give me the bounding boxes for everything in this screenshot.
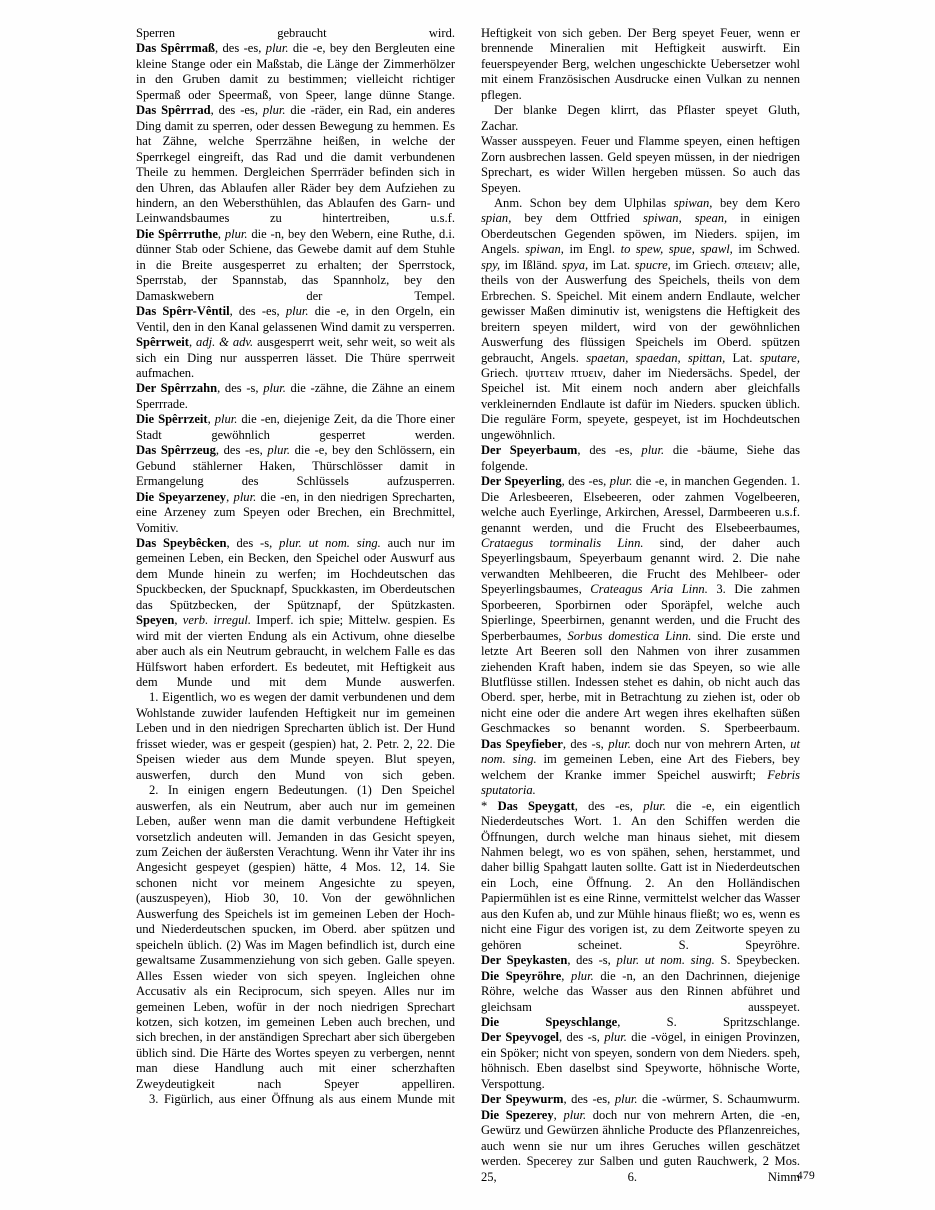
body-text: , — [188, 335, 197, 350]
italic-term: verb. irregul. — [182, 613, 252, 628]
italic-term: spiwan, — [525, 242, 564, 257]
body-text: S. Speybecken. — [714, 953, 800, 968]
italic-term: plur. — [563, 1107, 587, 1122]
italic-term: plur. — [267, 443, 291, 458]
italic-term: plur. — [285, 304, 309, 319]
body-text: in einigen Oberdeutschen Gegenden spöwen, im Nieders. spijen, im Angels. — [481, 211, 800, 257]
body-text: Lat. — [725, 350, 760, 365]
italic-term: plur. — [641, 443, 665, 458]
italic-term: spy, — [481, 257, 501, 272]
body-text: die -bäume, Siehe das folgende. — [481, 443, 800, 473]
italic-term: plur. — [224, 226, 248, 241]
right-column-entry — [481, 1108, 800, 1185]
left-column-entry — [136, 41, 455, 103]
italic-term: plur. — [609, 474, 633, 489]
headword: Der Speyerbaum — [481, 443, 578, 458]
italic-term: plur. — [263, 381, 286, 396]
left-column-entry — [136, 536, 455, 613]
right-column-entry — [481, 799, 800, 954]
body-text: die -e, bey den Bergleuten eine kleine Stange oder ein Maßstab, die Länge der Zimmerhölzer in den Gruben damit zu bestimmen; vielleicht richtiger Spermaß oder Speermaß, von Speer, lange dünne Stange. — [136, 41, 455, 102]
right-column-entry — [481, 474, 800, 737]
body-text: , des -es, — [215, 443, 268, 458]
body-text: Wasser ausspeyen. Feuer und Flamme speyen, einen heftigen Zorn ausbrechen lassen. Geld speyen müssen, in der niedrigen Sprechart, es wider Willen hergeben müssen. So auch das Speyen. — [481, 134, 800, 195]
left-column-entry — [136, 443, 455, 489]
italic-term: spya, — [562, 257, 589, 272]
body-text: im Schwed. — [732, 242, 800, 257]
headword: Die Speyarzeney — [136, 489, 227, 504]
headword: Das Spêrr-Vêntil — [136, 304, 230, 319]
italic-term: spucre, — [634, 257, 671, 272]
right-column-entry — [481, 26, 800, 103]
left-column-entry — [136, 490, 455, 536]
left-column-entry — [136, 783, 455, 1092]
right-column-entry — [481, 1030, 800, 1092]
body-text: Anm. Schon bey dem Ulphilas — [494, 195, 674, 210]
italic-term: Febris sputatoria. — [481, 767, 800, 798]
italic-term: Crateagus Aria Linn. — [590, 582, 708, 597]
body-text: doch nur von mehrern Arten, die -en, Gewürz und Gewürzen ähnliche Producte des Pflanzenreiches, auch wenn sie nur um ihres Geruches willen geschätzet werden. Specerey zur Salben und guten Rauchwerk, 2 Mos. 25, 6. Nimm — [481, 1107, 801, 1184]
left-column-entry — [136, 304, 455, 335]
headword: Die Speyschlange — [481, 1015, 618, 1029]
body-text: , des -es, — [561, 474, 610, 489]
headword: Der Speywurm — [481, 1092, 564, 1107]
body-text: im Griech. σπειειν; alle, theils von der Auswerfung des Speichels, theils von dem Erbrechen. S. Speichel. Mit einem andern Endlaute, welcher gewisser Maßen diminutiv ist, wenigstens die Heftigkeit des breitern speyen mildert, wird von der gewöhnlichen Auswerfung des flüssigen Speichels im Oberd. spützen gebraucht, Angels. — [481, 257, 800, 365]
italic-term: spian, — [481, 211, 512, 226]
body-text: , — [207, 412, 215, 427]
italic-term: adj. & adv. — [196, 335, 254, 350]
body-text: die -e, bey den Schlössern, ein Gebund stählerner Haken, Thürschlösser damit in Ermangelung des Schlüssels aufzusperren. — [136, 443, 455, 489]
body-text: die -e, ein eigentlich Niederdeutsches Wort. 1. An den Schiffen werden die Öffnungen, durch welche man hinaus siehet, mit diesem Nahmen belegt, wo es von spähen, sehen, herstammet, und daher billig Spahgatt lauten sollte. Gatt ist in Niederdeutschen ein Loch, eine Öffnung. 2. An den Holländischen Papiermühlen ist es eine Rinne, vermittelst welcher das Wasser aus den Kufen ab, und zur Mühle hinaus fließt; wo es, wenn es nicht eine Figur des vorigen ist, zu dem Zeitworte speyen zu gehören scheinet. S. Speyröhre. — [481, 798, 801, 952]
headword: Das Spêrrrad — [136, 103, 211, 118]
body-text: die -zähne, die Zähne an einem Sperrrade. — [136, 381, 455, 411]
body-text: im Engl. — [563, 242, 621, 257]
headword: Die Speyröhre — [481, 968, 562, 983]
body-text: , des -es, — [229, 304, 286, 319]
italic-term: plur. — [214, 412, 238, 427]
italic-term: plur. ut nom. sing. — [616, 953, 715, 968]
body-text: , des -s, — [567, 953, 617, 968]
italic-term: plur. — [262, 103, 286, 118]
headword: Das Spêrrzeug — [136, 443, 216, 458]
body-text: die -vögel, in einigen Provinzen, ein Spöker; nicht von speyen, sondern von dem Nieders. speh, höhnisch. Eben daselbst sind Speyworte, höhnische Worte, Verspottung. — [481, 1030, 800, 1091]
headword: Das Speyfieber — [481, 736, 563, 751]
body-text: doch nur von mehrern Arten, — [630, 736, 791, 751]
left-column-entry — [136, 613, 455, 690]
headword: Der Speyvogel — [481, 1030, 560, 1045]
italic-term: spiwan, — [673, 195, 713, 210]
body-text: , des -es, — [210, 103, 263, 118]
left-column-entry — [136, 103, 455, 227]
body-text: bey dem Kero — [712, 195, 800, 210]
body-text: die -n, bey den Webern, eine Ruthe, d.i. dünner Stab oder Schiene, das Gewebe damit auf dem Stuhle in die Breite ausgesperret zu erhalten; der Sperrstock, Sperrstab, der Spannstab, das Spannholz, bey den Damaskwebern der Tempel. — [136, 226, 455, 303]
body-text: 3. Figürlich, aus einer Öffnung als aus einem Munde mit — [149, 1092, 455, 1107]
body-text: die -en, in den niedrigen Sprecharten, eine Arzeney zum Speyen oder Brechen, ein Brechmittel, Vomitiv. — [136, 489, 456, 535]
headword: Die Spezerey — [481, 1107, 554, 1122]
body-text: , — [561, 968, 572, 983]
body-text: Sperren gebraucht wird. — [136, 26, 455, 40]
headword: Der Speykasten — [481, 953, 568, 968]
body-text: auch nur im gemeinen Leben, ein Becken, den Speichel oder Auswurf aus dem Munde hinein zu werfen; im Hochdeutschen das Spuckbecken, der Spucknapf, Spuckkasten, im Oberdeutschen das Spützbecken, der Spütznapf, der Spützkasten. — [136, 535, 455, 612]
body-text: , — [553, 1107, 564, 1122]
left-column-entry — [136, 227, 455, 304]
body-text: 1. Eigentlich, wo es wegen der damit verbundenen und dem Wohlstande zuwider laufenden Heftigkeit nur im gemeinen Leben und in den niedrigen Sprecharten üblich ist. Der Hund frisset wieder, was er gespeit (gespien) hat, 2. Petr. 2, 22. Die Speisen wieder aus dem Munde speyen. Blut speyen, auswerfen, durch den Mund von sich geben. — [136, 690, 455, 782]
italic-term: ut nom. sing. — [481, 736, 800, 767]
right-column-entry — [481, 737, 800, 799]
body-text: , des -es, — [577, 443, 642, 458]
body-text: bey dem Ottfried — [511, 211, 644, 226]
italic-term: plur. — [614, 1092, 638, 1107]
body-text: Der blanke Degen klirrt, das Pflaster speyet Gluth, — [494, 103, 800, 118]
italic-term: to spew, spue, spawl, — [620, 242, 733, 257]
body-text: , des -s, — [217, 381, 264, 396]
body-text: , — [226, 489, 234, 504]
right-column-entry — [481, 1015, 800, 1030]
body-text: , S. Spritzschlange. — [617, 1015, 801, 1029]
right-text-column — [481, 26, 801, 1184]
body-text: Griech. ψυττειν πτυειν, daher im Niedersächs. Spedel, der Speichel ist. Mit einem noch andern aber gleichfalls verkleinernden Endlaute ist dafür im Nieders. spucken üblich. Die reguläre Form, speyete, gespeyet, ist im Hochdeutschen ungewöhnlich. — [481, 365, 800, 442]
italic-term: spiwan, spean, — [643, 211, 728, 226]
body-text: , des -s, — [562, 736, 609, 751]
body-text: ausgesperrt weit, sehr weit, so weit als sich ein Ding nur aussperren lässet. Die Thüre sperrweit aufmachen. — [136, 335, 455, 380]
italic-term: spaetan, spaedan, spittan, — [586, 350, 726, 365]
left-column-entry — [136, 690, 455, 783]
body-text: sind. Die erste und letzte Art Beeren soll den Nahmen von ihrer zusammen ziehenden Kraft haben, indem sie das Speyen, so wie alle Blutflüsse stillen. Indessen stehet es dahin, ob nicht auch das Oberd. sper, herbe, mit in Betrachtung zu ziehen ist, oder ob nicht eine oder die andere Art wegen ihres ekelhaften süßen Geschmackes so benannt worden. S. Sperbeerbaum. — [481, 628, 801, 736]
body-text: die -räder, ein Rad, ein anderes Ding damit zu sperren, oder dessen Bewegung zu hemmen. Es hat Zähne, welche Sperrzähne heißen, in welche der Sperrkegel eingreift, das Rad und die damit verbundenen Theile zu hemmen. Dergleichen Sperrräder befinden sich in den Uhren, das Ablaufen aller Räder bey dem Aufziehen zu hindern, an den Webersthühlen, das Ablaufen des Garn- und Leinwandsbaumes zu hintertreiben, u.s.f. — [136, 103, 455, 226]
italic-term: Sorbus domestica Linn. — [567, 628, 692, 643]
italic-term: plur. — [643, 798, 666, 813]
body-text: die -e, in den Orgeln, ein Ventil, den in den Kanal gelassenen Wind damit zu versperren. — [136, 304, 455, 334]
italic-term: plur. — [571, 968, 594, 983]
body-text: , — [174, 613, 183, 628]
headword: Das Spêrrmaß — [136, 41, 215, 56]
body-text: im Lat. — [588, 257, 635, 272]
body-text: 3. Die zahmen Sporbeeren, Sporbirnen oder Sporäpfel, welche auch Spierlinge, Speerbirnen, genannt werden, und die Frucht des Sperberbaumes, — [481, 582, 800, 643]
headword: Der Speyerling — [481, 474, 562, 489]
body-text: , des -es, — [574, 798, 644, 813]
right-column-entry — [481, 1092, 800, 1107]
body-text: im Ißländ. — [500, 257, 563, 272]
body-text: 2. In einigen engern Bedeutungen. (1) Den Speichel auswerfen, als ein Neutrum, aber auch nur im gemeinen Leben, außer wenn man die damit verbundene Heftigkeit vorsetzlich andeuten will. Jemanden in das Gesicht speyen, zum Zeichen der äußersten Verachtung. Wenn ihr Vater ihr ins Angesicht gespeyet (gespien) hätte, 4 Mos. 12, 14. Sie schonen nicht vor meinem Angesichte zu speyen, (auszuspeyen), Hiob 30, 10. Von der gewöhnlichen Auswerfung des Speichels ist im gemeinen Leben der Hoch- und Niederdeutschen spucken, im Oberd. aber spützen und speicheln üblich. (2) Was im Magen befindlich ist, durch eine gewaltsame Zusammenziehung von sich geben. Galle speyen. Alles Essen wieder von sich speyen. Ingleichen ohne Accusativ als ein Reciprocum, sich speyen. Alles nur im gemeinen Leben, wofür in der noch niedrigen Sprechart kotzen, sich kotzen, im gemeinen Leben auch brechen, und sich brechen, in der anständigen Sprechart aber sich übergeben üblich sind. Die Härte des Wortes speyen zu verbergen, nennt man diese Handlung auch mit einer scherzhaften Zweydeutigkeit nach Speyer appelliren. — [136, 783, 455, 1091]
left-column-entry — [136, 26, 455, 41]
body-text: die -würmer, S. Schaumwurm. — [637, 1092, 801, 1107]
left-column-entry — [136, 335, 455, 381]
left-column-entry — [136, 381, 455, 412]
source-citation: Zachar. — [481, 118, 519, 133]
headword: Spêrrweit — [136, 335, 189, 350]
left-column-entry — [136, 1092, 455, 1107]
body-text: * — [481, 798, 498, 813]
right-column-entry — [481, 196, 800, 443]
headword: Das Speygatt — [497, 798, 575, 813]
italic-term: plur. — [233, 489, 257, 504]
body-text: , — [217, 226, 225, 241]
page-number: 479 — [796, 1170, 815, 1182]
italic-term: plur. — [265, 41, 289, 56]
headword: Speyen — [136, 613, 175, 628]
right-column-entry — [481, 953, 800, 968]
body-text: Imperf. ich spie; Mittelw. gespien. Es wird mit der vierten Endung als ein Activum, ohne dieselbe aber auch als ein Neutrum gebraucht, in welchem Falle es das Hülfswort haben erfordert. Es bedeutet, mit Heftigkeit aus dem Munde und mit dem Munde auswerfen. — [136, 613, 456, 690]
body-text: , des -s, — [226, 535, 280, 550]
body-text: sind, der daher auch Speyerlingsbaum, Speyerbaum genannt wird. 2. Die nahe verwandten Mehlbeeren, die Frucht des Mehlbeer- oder Speyerlingsbaumes, — [481, 535, 801, 597]
body-text: die -e, in manchen Gegenden. 1. Die Arlesbeeren, Elsebeeren, oder zahmen Vogelbeeren, welche auch Eyerlinge, Arkirchen, Aressel, Darmbeeren u.s.f. genannt werden, und die Frucht des Elsebeerbaumes, — [481, 474, 800, 535]
right-column-entry — [481, 134, 800, 196]
italic-term: plur. — [604, 1030, 627, 1045]
italic-term: sputare, — [759, 350, 801, 365]
right-column-entry — [481, 443, 800, 474]
italic-term: plur. — [608, 736, 631, 751]
body-text: im gemeinen Leben, eine Art des Fiebers, bey welchem der Kranke immer Speichel auswirft; — [481, 752, 800, 782]
body-text: , des -es, — [563, 1092, 615, 1107]
italic-term: Crataegus torminalis Linn. — [481, 535, 644, 550]
body-text: Heftigkeit von sich geben. Der Berg speyet Feuer, wenn er brennende Mineralien mit Heftigkeit auswirft. Ein feuerspeyender Berg, welchen ungeschickte Uebersetzer wohl mit einem Französischen Ausdrucke einen Vulkan zu nennen pflegen. — [481, 26, 800, 102]
left-text-column — [136, 26, 455, 1166]
body-text: die -n, an den Dachrinnen, diejenige Röhre, welche das Wasser aus den Rinnen abführet und gleichsam ausspeyet. — [481, 968, 800, 1014]
headword: Die Spêrrruthe — [136, 226, 218, 241]
body-text: die -en, diejenige Zeit, da die Thore einer Stadt gewöhnlich gesperret werden. — [136, 412, 455, 442]
headword: Der Spêrrzahn — [136, 381, 218, 396]
italic-term: plur. ut nom. sing. — [279, 535, 381, 550]
headword: Das Speybêcken — [136, 535, 227, 550]
two-column-text-body — [136, 26, 801, 1184]
body-text: , des -es, — [214, 41, 266, 56]
left-column-entry — [136, 412, 455, 443]
right-column-entry — [481, 103, 800, 118]
right-column-entry — [481, 969, 800, 1015]
body-text: , des -s, — [559, 1030, 605, 1045]
headword: Die Spêrrzeit — [136, 412, 208, 427]
